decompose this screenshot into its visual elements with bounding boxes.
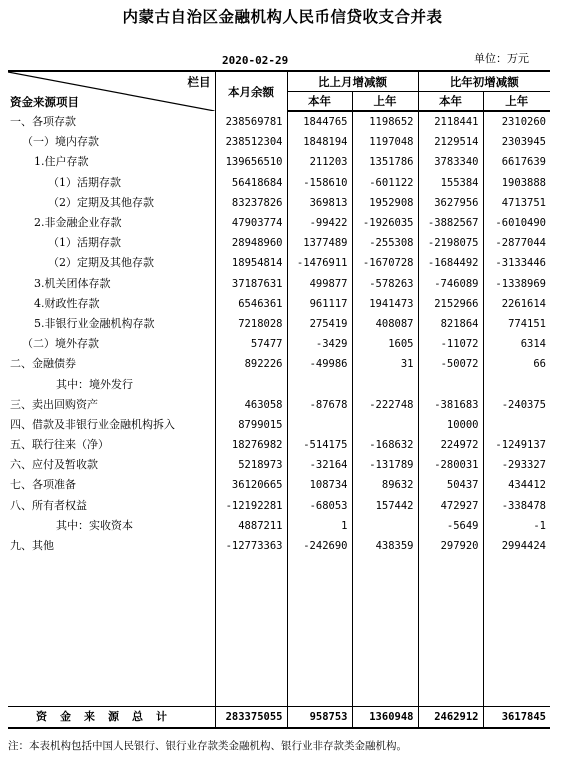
header-last-year: 上年	[352, 92, 418, 112]
row-value: -280031	[418, 455, 483, 475]
report-date: 2020-02-29	[222, 54, 289, 67]
row-value: 2303945	[483, 132, 550, 152]
row-value	[352, 516, 418, 536]
report-title: 内蒙古自治区金融机构人民币信贷收支合并表	[122, 8, 443, 26]
row-value: -746089	[418, 274, 483, 294]
table-row	[8, 213, 550, 233]
row-value: 50437	[418, 475, 483, 495]
header-corner-top: 栏目	[187, 75, 211, 89]
row-label: 其中：境外发行	[56, 377, 133, 391]
row-value: 2152966	[418, 294, 483, 314]
table-row	[8, 516, 550, 536]
row-value: -381683	[418, 395, 483, 415]
row-value: -1926035	[352, 213, 418, 233]
table-row	[8, 475, 550, 495]
table-row	[8, 173, 550, 193]
row-value: -293327	[483, 455, 550, 475]
header-corner-cell	[8, 71, 215, 111]
row-value: -1670728	[352, 253, 418, 273]
blank-cell	[287, 556, 352, 707]
row-value: 961117	[287, 294, 352, 314]
row-value: 283375055	[215, 707, 287, 729]
table-row	[8, 274, 550, 294]
row-value: -1684492	[418, 253, 483, 273]
row-value: 438359	[352, 536, 418, 556]
row-value: -222748	[352, 395, 418, 415]
table-row	[8, 314, 550, 334]
table-row	[8, 233, 550, 253]
row-value: 1941473	[352, 294, 418, 314]
table-row	[8, 152, 550, 172]
row-value: 36120665	[215, 475, 287, 495]
row-value: 821864	[418, 314, 483, 334]
row-label: 五、联行往来（净）	[10, 438, 109, 452]
row-label: 七、各项准备	[10, 478, 76, 492]
blank-row	[8, 556, 550, 707]
row-value: 2462912	[418, 707, 483, 729]
credit-balance-table	[8, 70, 550, 729]
row-value: 1360948	[352, 707, 418, 729]
header-balance: 本月余额	[215, 71, 287, 111]
row-value: 1377489	[287, 233, 352, 253]
row-value: -2877044	[483, 233, 550, 253]
row-value: 2994424	[483, 536, 550, 556]
row-value: -99422	[287, 213, 352, 233]
row-value: 7218028	[215, 314, 287, 334]
row-value: 238569781	[215, 111, 287, 132]
row-value: 1848194	[287, 132, 352, 152]
row-value: -5649	[418, 516, 483, 536]
row-value: 6314	[483, 334, 550, 354]
footnote: 注：本表机构包括中国人民银行、银行业存款类金融机构、银行业非存款类金融机构。	[8, 740, 407, 752]
header-group-year-start: 比年初增减额	[418, 71, 550, 92]
row-value	[483, 415, 550, 435]
row-value: 499877	[287, 274, 352, 294]
total-row	[8, 707, 550, 729]
row-value: 2129514	[418, 132, 483, 152]
row-value: -12192281	[215, 496, 287, 516]
table-row	[8, 496, 550, 516]
row-value: -1476911	[287, 253, 352, 273]
table-row	[8, 374, 550, 394]
row-value: -32164	[287, 455, 352, 475]
row-value: 6546361	[215, 294, 287, 314]
row-value: 297920	[418, 536, 483, 556]
row-value: -3882567	[418, 213, 483, 233]
row-value: 1844765	[287, 111, 352, 132]
row-label: 八、所有者权益	[10, 498, 87, 512]
table-row	[8, 395, 550, 415]
row-value: 1197048	[352, 132, 418, 152]
header-this-year: 本年	[418, 92, 483, 112]
row-value: 3783340	[418, 152, 483, 172]
row-label: 六、应付及暂收款	[10, 458, 98, 472]
row-label: 1.住户存款	[34, 155, 89, 169]
table-row	[8, 111, 550, 132]
table-row	[8, 536, 550, 556]
row-value: 434412	[483, 475, 550, 495]
row-value: -338478	[483, 496, 550, 516]
blank-cell	[8, 556, 215, 707]
row-value: 155384	[418, 173, 483, 193]
row-label: 3.机关团体存款	[34, 276, 111, 290]
row-value: -3429	[287, 334, 352, 354]
row-value: -168632	[352, 435, 418, 455]
row-value	[483, 374, 550, 394]
row-value: -578263	[352, 274, 418, 294]
row-value: -514175	[287, 435, 352, 455]
row-value: 211203	[287, 152, 352, 172]
row-value: 2118441	[418, 111, 483, 132]
row-value: -2198075	[418, 233, 483, 253]
row-value	[418, 374, 483, 394]
row-label: （2）定期及其他存款	[48, 195, 154, 209]
row-value: 3617845	[483, 707, 550, 729]
blank-cell	[352, 556, 418, 707]
row-value: 1198652	[352, 111, 418, 132]
row-value: -1249137	[483, 435, 550, 455]
table-row	[8, 193, 550, 213]
row-value: 47903774	[215, 213, 287, 233]
row-label: 4.财政性存款	[34, 296, 100, 310]
blank-cell	[215, 556, 287, 707]
blank-cell	[418, 556, 483, 707]
row-value	[352, 374, 418, 394]
row-value: -1338969	[483, 274, 550, 294]
row-value: 1351786	[352, 152, 418, 172]
row-value	[215, 374, 287, 394]
row-value: 66	[483, 354, 550, 374]
row-value: 8799015	[215, 415, 287, 435]
table-row	[8, 253, 550, 273]
row-value: 56418684	[215, 173, 287, 193]
row-value: -49986	[287, 354, 352, 374]
row-label: （一）境内存款	[22, 135, 99, 149]
row-value: 224972	[418, 435, 483, 455]
header-last-year: 上年	[483, 92, 550, 112]
row-value: 1	[287, 516, 352, 536]
blank-cell	[483, 556, 550, 707]
row-value: -1	[483, 516, 550, 536]
row-value: 157442	[352, 496, 418, 516]
row-value: 83237826	[215, 193, 287, 213]
row-label: （1）活期存款	[48, 236, 121, 250]
row-value: -255308	[352, 233, 418, 253]
table-row	[8, 294, 550, 314]
row-value: 4713751	[483, 193, 550, 213]
row-value: -601122	[352, 173, 418, 193]
row-value: -240375	[483, 395, 550, 415]
row-value: 18954814	[215, 253, 287, 273]
row-value: -11072	[418, 334, 483, 354]
row-value: 774151	[483, 314, 550, 334]
row-value: 2261614	[483, 294, 550, 314]
header-group-last-month: 比上月增减额	[287, 71, 418, 92]
table-row	[8, 415, 550, 435]
row-value: 1903888	[483, 173, 550, 193]
row-value: -68053	[287, 496, 352, 516]
row-value: 2310260	[483, 111, 550, 132]
header-corner-bottom: 资金来源项目	[10, 95, 79, 109]
row-value	[287, 374, 352, 394]
row-value: 892226	[215, 354, 287, 374]
table-row	[8, 132, 550, 152]
table-row	[8, 435, 550, 455]
row-value: 10000	[418, 415, 483, 435]
row-value: 31	[352, 354, 418, 374]
row-value: -158610	[287, 173, 352, 193]
row-value: 369813	[287, 193, 352, 213]
row-value: 4887211	[215, 516, 287, 536]
row-value: 3627956	[418, 193, 483, 213]
unit-label: 单位：万元	[474, 52, 529, 65]
row-label: 其中：实收资本	[56, 518, 133, 532]
row-value: -6010490	[483, 213, 550, 233]
row-value: 958753	[287, 707, 352, 729]
row-value: 408087	[352, 314, 418, 334]
row-value: 1605	[352, 334, 418, 354]
row-value: 5218973	[215, 455, 287, 475]
row-value: 108734	[287, 475, 352, 495]
table-row	[8, 354, 550, 374]
row-label: 5.非银行业金融机构存款	[34, 316, 155, 330]
row-value	[287, 415, 352, 435]
row-value: -12773363	[215, 536, 287, 556]
row-value: -50072	[418, 354, 483, 374]
row-value: -131789	[352, 455, 418, 475]
row-label: 二、金融债券	[10, 357, 76, 371]
table-row	[8, 455, 550, 475]
row-label: 资金来源总计	[8, 707, 215, 729]
row-value: 18276982	[215, 435, 287, 455]
row-value: 37187631	[215, 274, 287, 294]
row-label: （2）定期及其他存款	[48, 256, 154, 270]
row-value	[352, 415, 418, 435]
header-this-year: 本年	[287, 92, 352, 112]
row-label: 四、借款及非银行业金融机构拆入	[10, 417, 175, 431]
row-label: （1）活期存款	[48, 175, 121, 189]
row-label: 九、其他	[10, 539, 54, 553]
row-value: -242690	[287, 536, 352, 556]
row-label: 2.非金融企业存款	[34, 216, 122, 230]
row-value: 275419	[287, 314, 352, 334]
row-value: -87678	[287, 395, 352, 415]
row-value: 463058	[215, 395, 287, 415]
row-value: 472927	[418, 496, 483, 516]
table-row	[8, 334, 550, 354]
row-value: 28948960	[215, 233, 287, 253]
row-label: 三、卖出回购资产	[10, 397, 98, 411]
row-value: 238512304	[215, 132, 287, 152]
row-value: 57477	[215, 334, 287, 354]
row-label: 一、各项存款	[10, 114, 76, 128]
row-value: 6617639	[483, 152, 550, 172]
row-value: 139656510	[215, 152, 287, 172]
row-value: 89632	[352, 475, 418, 495]
row-value: -3133446	[483, 253, 550, 273]
row-value: 1952908	[352, 193, 418, 213]
row-label: （二）境外存款	[22, 337, 99, 351]
